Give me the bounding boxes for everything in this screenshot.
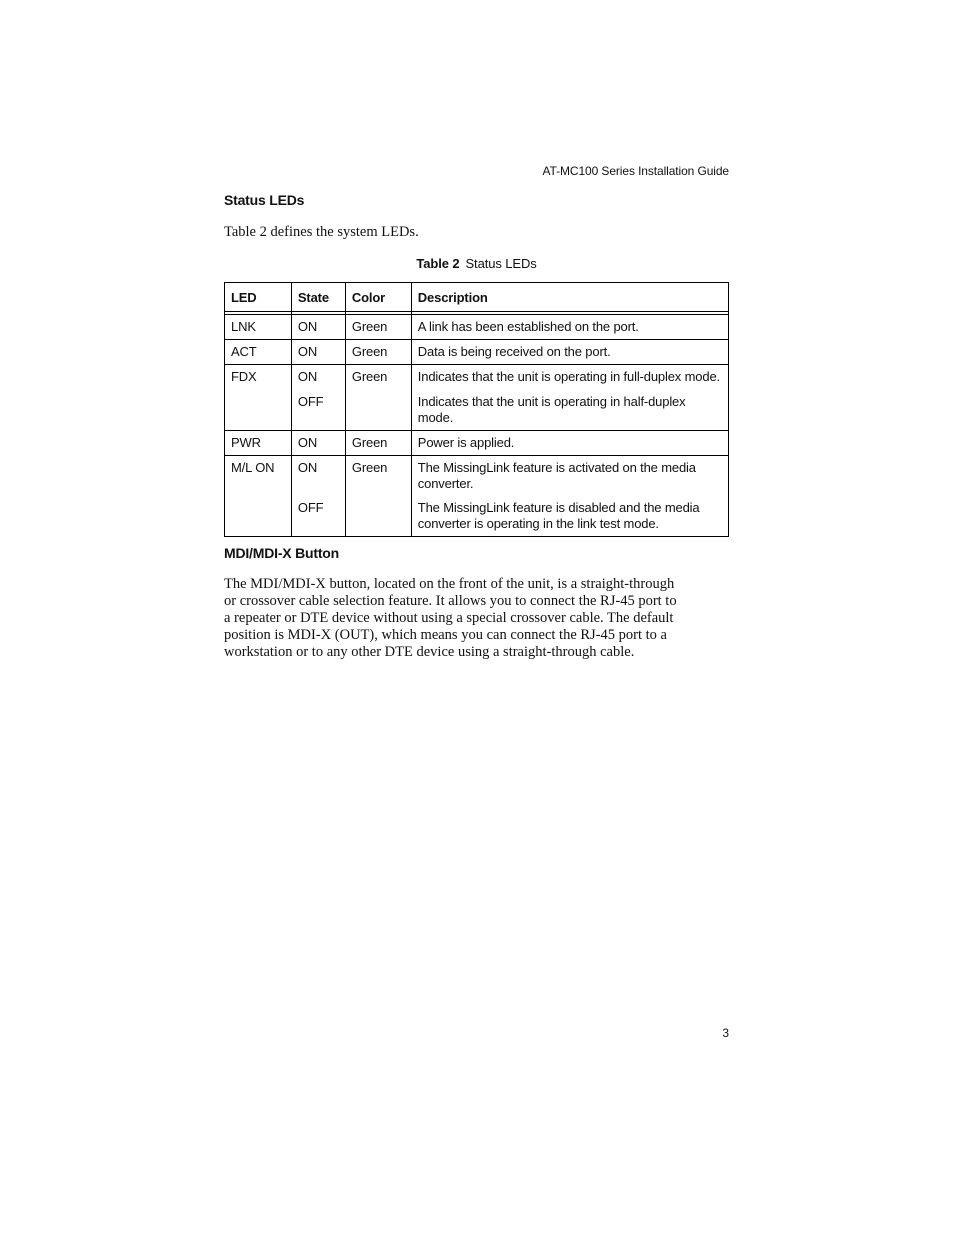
table-row-lnk — [225, 315, 729, 340]
table-caption-title: Status LEDs — [465, 256, 537, 271]
description-off: Indicates that the unit is operating in half-duplex mode. — [417, 394, 686, 425]
cell-state: ON — [291, 431, 345, 456]
table-row-fdx — [225, 365, 729, 431]
cell-led: FDX — [225, 365, 292, 431]
column-header-description: Description — [411, 283, 728, 312]
cell-description: Power is applied. — [411, 431, 728, 456]
paragraph-line: or crossover cable selection feature. It allows you to connect the RJ-45 port to — [224, 593, 677, 609]
description-on: Indicates that the unit is operating in full-duplex mode. — [417, 369, 720, 384]
paragraph-line: a repeater or DTE device without using a special crossover cable. The default — [224, 610, 674, 626]
section-heading-status-leds: Status LEDs — [224, 192, 305, 208]
cell-led: ACT — [225, 340, 292, 365]
state-on: ON — [297, 460, 318, 475]
cell-state: ON — [291, 315, 345, 340]
table-row-ml-on — [225, 456, 729, 537]
table-caption — [224, 256, 729, 271]
cell-led: M/L ON — [225, 456, 292, 537]
cell-color: Green — [345, 315, 411, 340]
cell-state — [291, 456, 345, 537]
section-heading-mdi-button: MDI/MDI-X Button — [224, 545, 339, 561]
column-header-state: State — [291, 283, 345, 312]
cell-led: LNK — [225, 315, 292, 340]
paragraph-line: The MDI/MDI-X button, located on the front of the unit, is a straight-through — [224, 576, 675, 592]
cell-color: Green — [345, 456, 411, 537]
running-header: AT-MC100 Series Installation Guide — [542, 164, 729, 178]
state-off: OFF — [297, 394, 324, 409]
paragraph-line: workstation or to any other DTE device using a straight-through cable. — [224, 644, 635, 660]
column-header-led: LED — [225, 283, 292, 312]
cell-description — [411, 456, 728, 537]
status-leds-table — [224, 282, 729, 537]
intro-paragraph: Table 2 defines the system LEDs. — [224, 224, 419, 240]
table-caption-label: Table 2 — [416, 256, 460, 271]
cell-color: Green — [345, 431, 411, 456]
state-off: OFF — [297, 500, 324, 515]
cell-description — [411, 365, 728, 431]
state-on: ON — [297, 369, 318, 384]
cell-state: ON — [291, 340, 345, 365]
table-header-row — [225, 283, 729, 312]
cell-color: Green — [345, 365, 411, 431]
table-row-act — [225, 340, 729, 365]
cell-state — [291, 365, 345, 431]
paragraph-line: position is MDI-X (OUT), which means you can connect the RJ-45 port to a — [224, 627, 667, 643]
description-on: The MissingLink feature is activated on the media converter. — [417, 460, 696, 491]
cell-description: Data is being received on the port. — [411, 340, 728, 365]
cell-color: Green — [345, 340, 411, 365]
column-header-color: Color — [345, 283, 411, 312]
mdi-paragraph — [224, 576, 729, 661]
cell-led: PWR — [225, 431, 292, 456]
table-row-pwr — [225, 431, 729, 456]
cell-description: A link has been established on the port. — [411, 315, 728, 340]
description-off: The MissingLink feature is disabled and the media converter is operating in the link test mode. — [417, 500, 700, 531]
page-number: 3 — [722, 1026, 729, 1040]
